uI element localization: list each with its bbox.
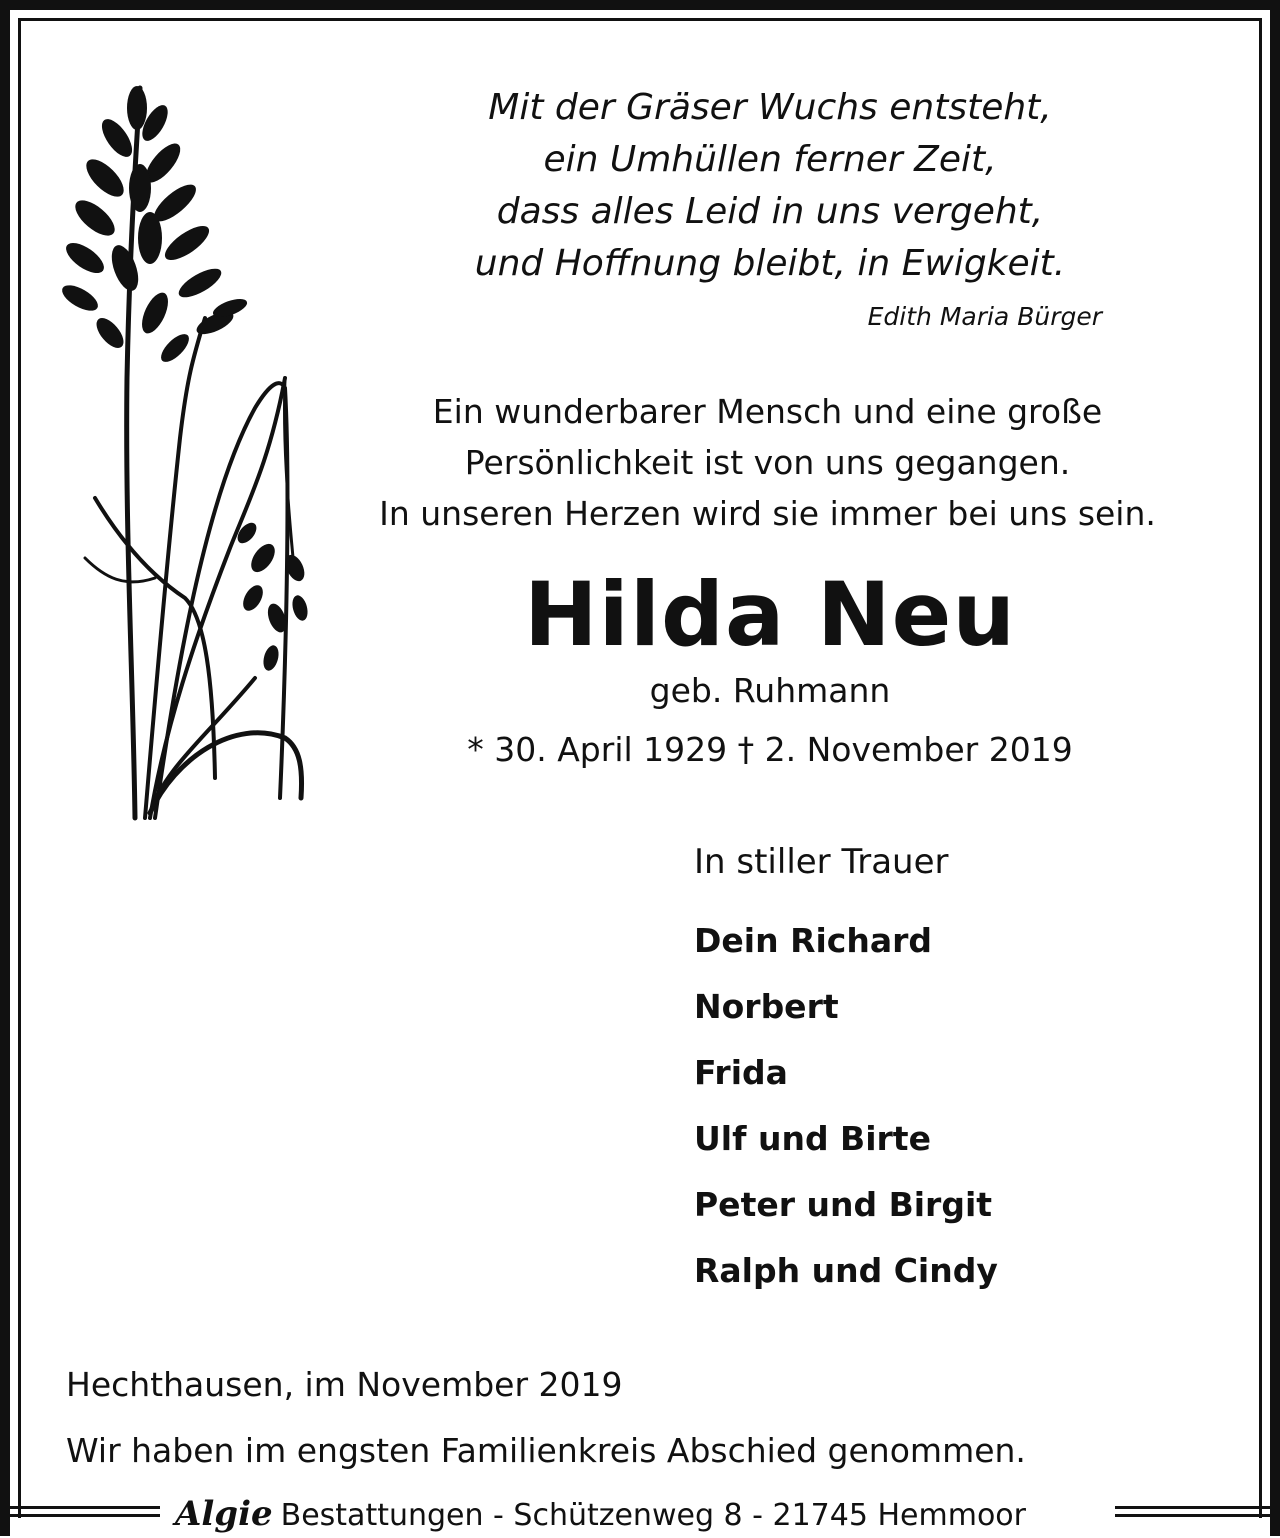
- mourners-list: [694, 838, 998, 1304]
- undertaker-footer: [165, 1492, 1036, 1536]
- birth-name: geb. Ruhmann: [649, 671, 891, 710]
- life-dates: * 30. April 1929 † 2. November 2019: [467, 730, 1073, 769]
- tribute-line: Persönlichkeit ist von uns gegangen.: [464, 443, 1071, 482]
- grass-silhouette-icon: [55, 78, 315, 823]
- tribute-line: In unseren Herzen wird sie immer bei uns sein.: [379, 494, 1156, 533]
- poem-line: ein Umhüllen ferner Zeit,: [543, 139, 997, 180]
- poem-line: Mit der Gräser Wuchs entsteht,: [488, 87, 1052, 128]
- tribute-text: [330, 386, 1205, 539]
- undertaker-logo: Algie: [175, 1494, 273, 1534]
- deceased-name: Hilda Neu: [524, 563, 1016, 666]
- poem-line: dass alles Leid in uns vergeht,: [496, 191, 1044, 232]
- mourner-name: Ulf und Birte: [694, 1119, 931, 1158]
- mourner-name: Norbert: [694, 987, 839, 1026]
- farewell-note: Wir haben im engsten Familienkreis Abschied genommen.: [66, 1431, 1026, 1470]
- mourner-name: Ralph und Cindy: [694, 1251, 998, 1290]
- mourner-name: Frida: [694, 1053, 788, 1092]
- tribute-line: Ein wunderbarer Mensch und eine große: [432, 392, 1103, 431]
- poem: [400, 82, 1140, 290]
- poem-line: und Hoffnung bleibt, in Ewigkeit.: [474, 243, 1066, 284]
- poem-author: Edith Maria Bürger: [867, 302, 1102, 331]
- closing-text: [66, 1352, 1026, 1484]
- mourner-name: Peter und Birgit: [694, 1185, 993, 1224]
- mourner-name: Dein Richard: [694, 921, 933, 960]
- mourners-intro: In stiller Trauer: [694, 842, 949, 882]
- undertaker-address: Bestattungen - Schützenweg 8 - 21745 Hemmoor: [280, 1498, 1026, 1533]
- place-date: Hechthausen, im November 2019: [66, 1365, 623, 1404]
